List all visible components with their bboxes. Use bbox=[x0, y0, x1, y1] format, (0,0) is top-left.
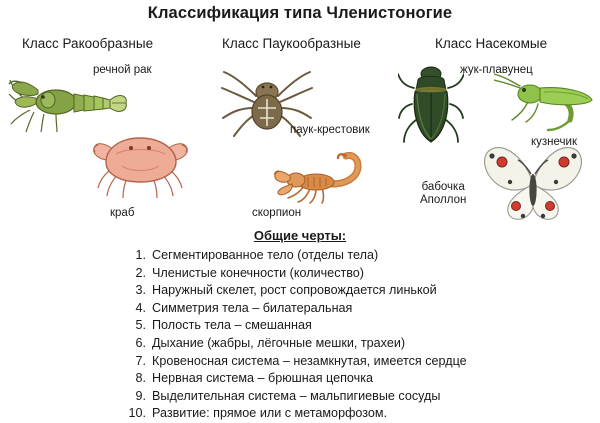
caption-butterfly-line2: Аполлон bbox=[420, 194, 467, 206]
feature-list bbox=[0, 247, 600, 423]
common-features-block bbox=[0, 228, 600, 423]
butterfly-illustration bbox=[478, 140, 588, 231]
caption-diving-beetle: жук-плавунец bbox=[460, 64, 533, 76]
caption-crayfish: речной рак bbox=[93, 64, 152, 76]
list-item bbox=[0, 282, 600, 300]
list-item bbox=[0, 317, 600, 335]
list-item bbox=[0, 265, 600, 283]
list-item bbox=[0, 388, 600, 406]
list-item-text: Наружный скелет, рост сопровождается линькой bbox=[152, 283, 437, 298]
list-item-number: 10. bbox=[128, 406, 146, 421]
list-item-number: 7. bbox=[135, 353, 146, 368]
crab-illustration bbox=[92, 128, 192, 207]
common-features-heading: Общие черты: bbox=[253, 228, 347, 243]
list-item-number: 2. bbox=[135, 265, 146, 280]
list-item-number: 6. bbox=[135, 335, 146, 350]
list-item bbox=[0, 353, 600, 371]
list-item-text: Симметрия тела – билатеральная bbox=[152, 300, 353, 315]
list-item-number: 1. bbox=[135, 248, 146, 262]
list-item-number: 4. bbox=[135, 300, 146, 315]
list-item-number: 3. bbox=[135, 283, 146, 298]
list-item-text: Выделительная система – мальпигиевые сосуды bbox=[152, 388, 441, 403]
list-item-text: Полость тела – смешанная bbox=[152, 318, 312, 333]
list-item-text: Сегментированное тело (отделы тела) bbox=[152, 248, 379, 262]
diving-beetle-illustration bbox=[398, 60, 464, 161]
list-item-number: 5. bbox=[135, 318, 146, 333]
page-title: Классификация типа Членистоногие bbox=[147, 4, 453, 22]
list-item-number: 8. bbox=[135, 371, 146, 386]
list-item bbox=[0, 405, 600, 423]
class-label-arachnids: Класс Паукообразные bbox=[222, 36, 361, 51]
list-item-number: 9. bbox=[135, 388, 146, 403]
caption-crab: краб bbox=[110, 207, 135, 219]
list-item bbox=[0, 247, 600, 265]
list-item bbox=[0, 335, 600, 353]
grasshopper-illustration bbox=[494, 72, 594, 139]
caption-scorpion: скорпион bbox=[252, 207, 302, 219]
list-item-text: Развитие: прямое или с метаморфозом. bbox=[152, 406, 388, 421]
class-label-insects: Класс Насекомые bbox=[435, 36, 548, 51]
list-item bbox=[0, 300, 600, 318]
list-item bbox=[0, 370, 600, 388]
list-item-text: Нервная система – брюшная цепочка bbox=[152, 371, 374, 386]
list-item-text: Членистые конечности (количество) bbox=[152, 265, 365, 280]
caption-spider: паук-крестовик bbox=[290, 124, 370, 136]
list-item-text: Кровеносная система – незамкнутая, имеется сердце bbox=[152, 353, 467, 368]
class-label-crustaceans: Класс Ракообразные bbox=[22, 36, 154, 51]
caption-butterfly-line1: бабочка bbox=[421, 181, 465, 193]
scorpion-illustration bbox=[274, 148, 370, 209]
caption-grasshopper: кузнечик bbox=[531, 136, 577, 148]
caption-butterfly bbox=[420, 181, 466, 207]
list-item-text: Дыхание (жабры, лёгочные мешки, трахеи) bbox=[152, 335, 406, 350]
